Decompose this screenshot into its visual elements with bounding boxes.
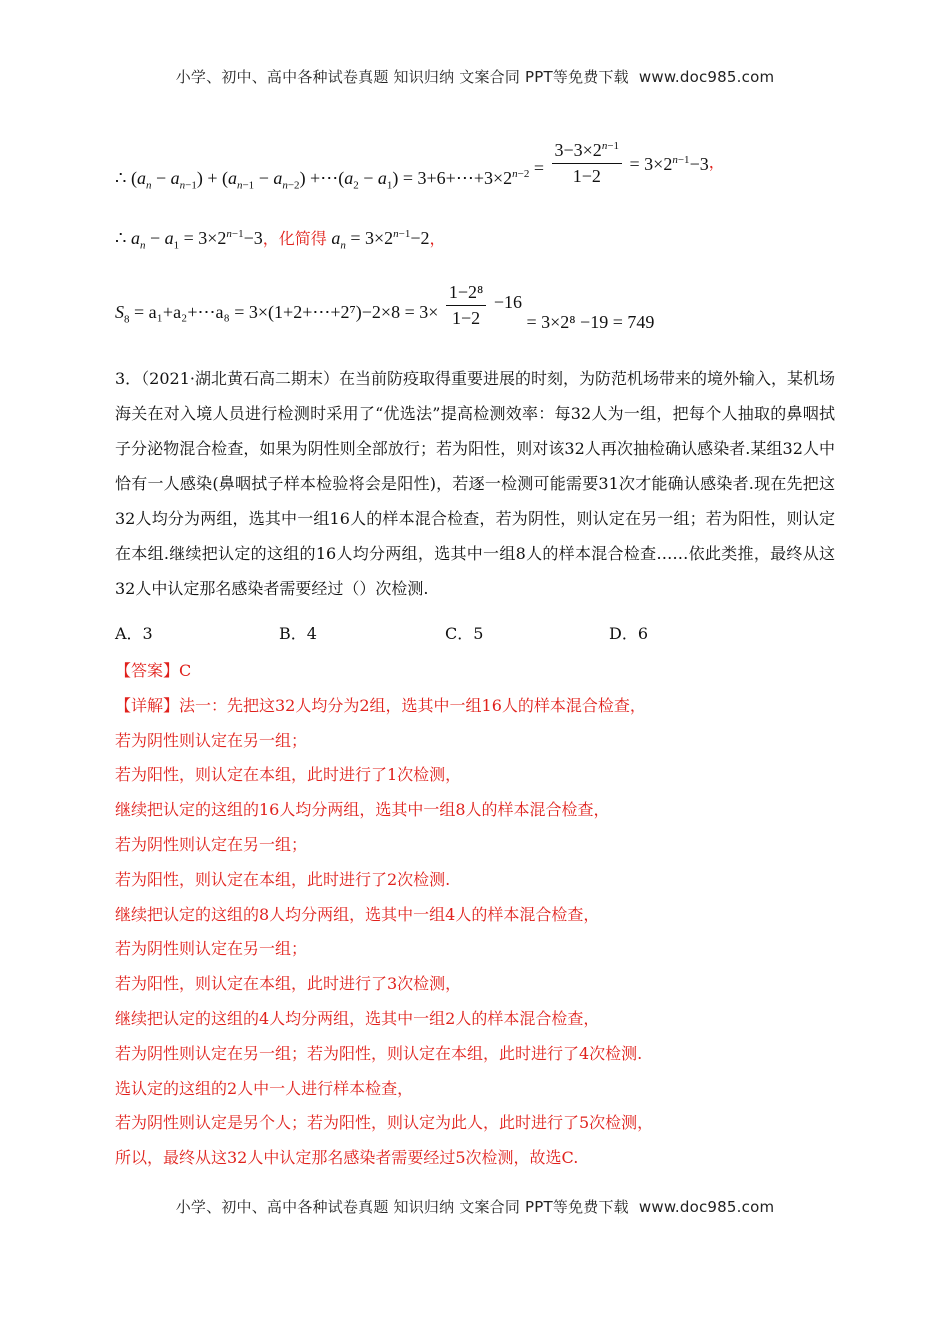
math-result-tail-2: −2	[410, 228, 430, 248]
header-url[interactable]: www.doc985.com	[638, 68, 775, 86]
math-tail-1: −3	[689, 153, 709, 174]
math-fraction-3	[446, 282, 486, 329]
solution-line: 继续把认定的这组的8人均分两组，选其中一组4人的样本混合检查，	[115, 904, 600, 924]
math-tail-2: −3	[243, 228, 263, 248]
simplify-label: ，化简得	[262, 229, 327, 248]
solution-line: 若为阳性，则认定在本组，此时进行了2次检测.	[115, 869, 451, 889]
option-b[interactable]: B．4	[279, 624, 317, 643]
solution-line: 继续把认定的这组的16人均分两组，选其中一组8人的样本混合检查，	[115, 800, 610, 820]
math-fraction-1: $\frac{3-3\times 2^{n-1}}{1-2}$	[552, 140, 623, 187]
option-c[interactable]: C．5	[445, 624, 484, 643]
math-eq-2: = 3×2	[183, 228, 227, 248]
solution-block	[115, 654, 835, 1176]
question-text: 3．（2021·湖北黄石高二期末）在当前防疫取得重要进展的时刻，为防范机场带来的境外输入，某机场海关在对入境人员进行检测时采用了“优选法”提高检测效率：每32人为一组，把每个人抽取的鼻咽拭子分泌物混合检查，如果为阴性则全部放行；若为阳性，则对该32人再次抽检确认感染者.某组32人中恰有一人感染(鼻咽拭子样本检验将会是阳性)，若逐一检测可能需要31次才能确认感染者.现在先把这32人均分为两组，选其中一组16人的样本混合检查，若为阴性，则认定在另一组；若为阳性，则认定在本组.继续把认定的这组的16人均分两组，选其中一组8人的样本混合检查……依此类推，最终从这32人中认定那名感染者需要经过（）次检测.	[115, 369, 835, 598]
solution-line: 若为阴性则认定在另一组；	[115, 834, 308, 854]
solution-line: 若为阴性则认定在另一组；若为阳性，则认定在本组，此时进行了4次检测.	[115, 1043, 643, 1063]
footer-text: 小学、初中、高中各种试卷真题 知识归纳 文案合同 PPT等免费下载	[175, 1198, 629, 1216]
solution-line: 若为阴性则认定在另一组；	[115, 730, 308, 750]
page-footer	[0, 1196, 950, 1217]
math-mid-3: −16	[493, 291, 522, 312]
solution-line: 继续把认定的这组的4人均分两组，选其中一组2人的样本混合检查，	[115, 1008, 600, 1028]
solution-line: 若为阳性，则认定在本组，此时进行了3次检测，	[115, 974, 462, 994]
math-sum-text: 3+6+⋯+3×2	[417, 167, 513, 188]
math-lhs-3: = a₁+a₂+⋯a₈ = 3×(1+2+⋯+2⁷)−2×8 = 3×	[134, 301, 439, 322]
page-header	[0, 66, 950, 87]
option-d[interactable]: D．6	[609, 624, 649, 643]
frac1-num: 3−3×2	[554, 140, 602, 160]
solution-line: 若为阴性则认定是另个人；若为阳性，则认定为此人，此时进行了5次检测，	[115, 1113, 654, 1133]
answer-line: 【答案】C	[115, 661, 192, 680]
solution-line: 选认定的这组的2人中一人进行样本检查，	[115, 1078, 414, 1098]
math-result-3: = 3×2⁸ −19 = 749	[526, 311, 655, 332]
frac3-den: 1−2	[452, 308, 481, 328]
header-text: 小学、初中、高中各种试卷真题 知识归纳 文案合同 PPT等免费下载	[175, 68, 629, 86]
frac1-den: 1−2	[572, 166, 601, 186]
math-line-2: ∴ $a_n - a_1 = 3\times 2^{n-1}-3$，化简得 $a_n = 3\times 2^{n-1}-2$，	[115, 228, 446, 252]
math-line-1: ∴ $(a_n - a_{n-1}) + (a_{n-1} - a_{n-2})$ $+\cdots(a_2 - a_1)$ = $3+6+\cdots+3\times 2^{n-2}$ = $\frac{3-3\times 2^{n-1}}{1-2}$ = $3\times 2^{n-1}-3$，	[115, 140, 725, 192]
math-line-3: $S_8$ = a₁+a₂+⋯a₈ = 3×(1+2+⋯+2⁷)−2×8 = 3× $\frac{\text{1−2⁸}}{1-2}$ −16 = 3×2⁸ −19 = 749	[115, 282, 655, 332]
solution-line: 若为阳性，则认定在本组，此时进行了1次检测，	[115, 765, 462, 785]
math-result-2: = 3×2	[350, 228, 394, 248]
footer-url[interactable]: www.doc985.com	[638, 1198, 775, 1216]
frac3-num: 1−2⁸	[446, 282, 486, 306]
solution-line: 【详解】法一：先把这32人均分为2组，选其中一组16人的样本混合检查，	[115, 695, 646, 715]
option-a[interactable]: A．3	[115, 624, 153, 643]
solution-line: 所以，最终从这32人中认定那名感染者需要经过5次检测，故选C.	[115, 1148, 579, 1168]
math-result-1: = 3×2	[629, 153, 673, 174]
solution-line: 若为阴性则认定在另一组；	[115, 939, 308, 959]
